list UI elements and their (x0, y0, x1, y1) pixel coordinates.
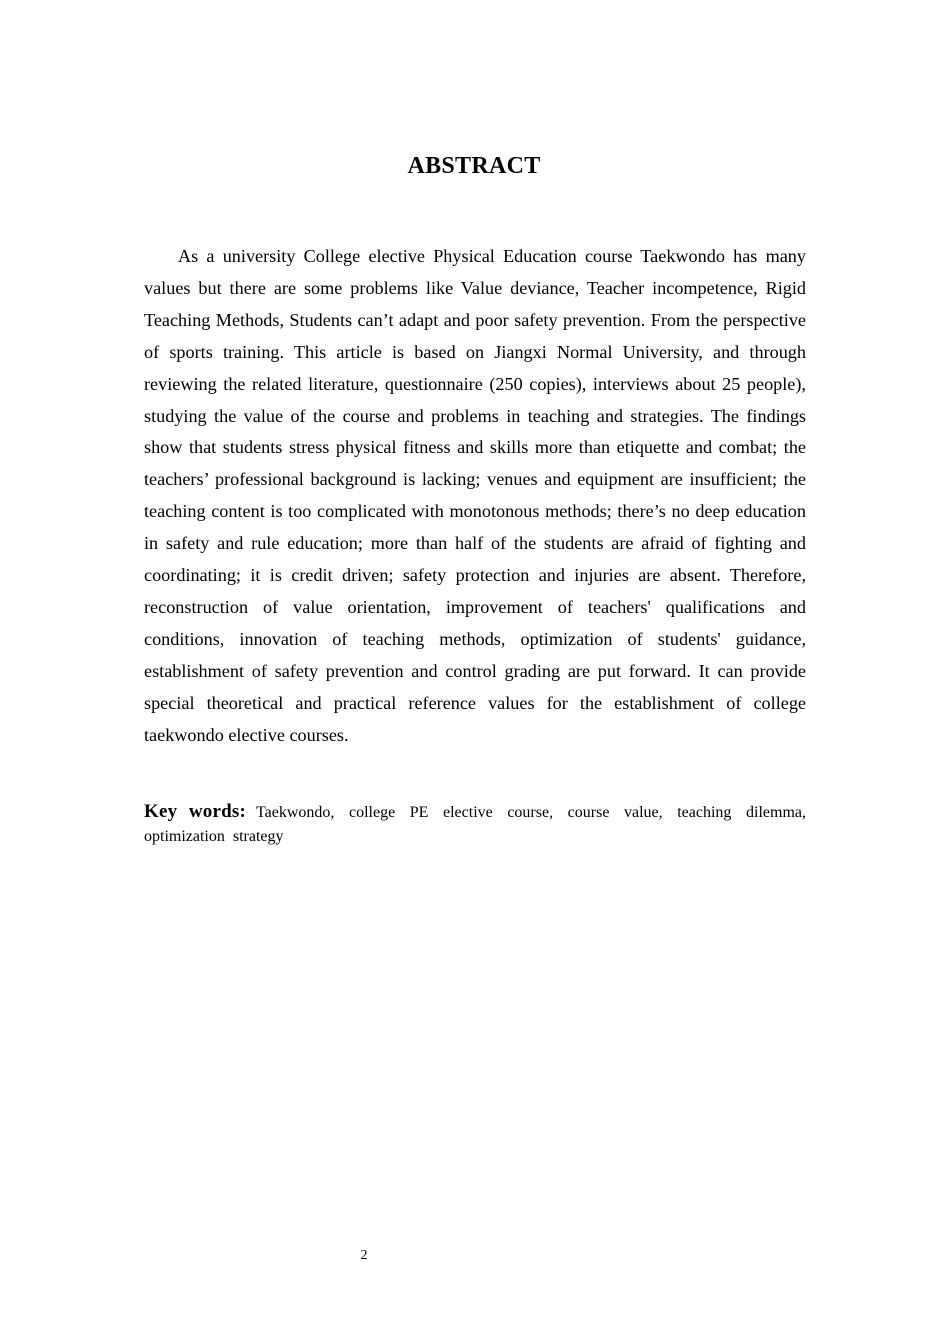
page-number: 2 (360, 1248, 368, 1263)
abstract-paragraph: As a university College elective Physical Education course Taekwondo has many values but there are some problems like Value deviance, Teacher incompetence, Rigid Teaching Methods, Students can’t adapt and poor safety prevention. From the perspective of sports training. This article is based on Jiangxi Normal University, and through reviewing the related literature, questionnaire (250 copies), interviews about 25 people), studying the value of the course and problems in teaching and strategies. The findings show that students stress physical fitness and skills more than etiquette and combat; the teachers’ professional background is lacking; venues and equipment are insufficient; the teaching content is too complicated with monotonous methods; there’s no deep education in safety and rule education; more than half of the students are afraid of fighting and coordinating; it is credit driven; safety protection and injuries are absent. Therefore, reconstruction of value orientation, improvement of teachers' qualifications and conditions, innovation of teaching methods, optimization of students' guidance, establishment of safety prevention and control grading are put forward. It can provide special theoretical and practical reference values for the establishment of college taekwondo elective courses. (144, 246, 806, 745)
keywords-line (144, 800, 806, 849)
keywords-text: Taekwondo, college PE elective course, course value, teaching dilemma, optimization strategy (144, 804, 806, 845)
keywords-label: Key words: (144, 801, 246, 822)
page-title: ABSTRACT (407, 153, 541, 179)
